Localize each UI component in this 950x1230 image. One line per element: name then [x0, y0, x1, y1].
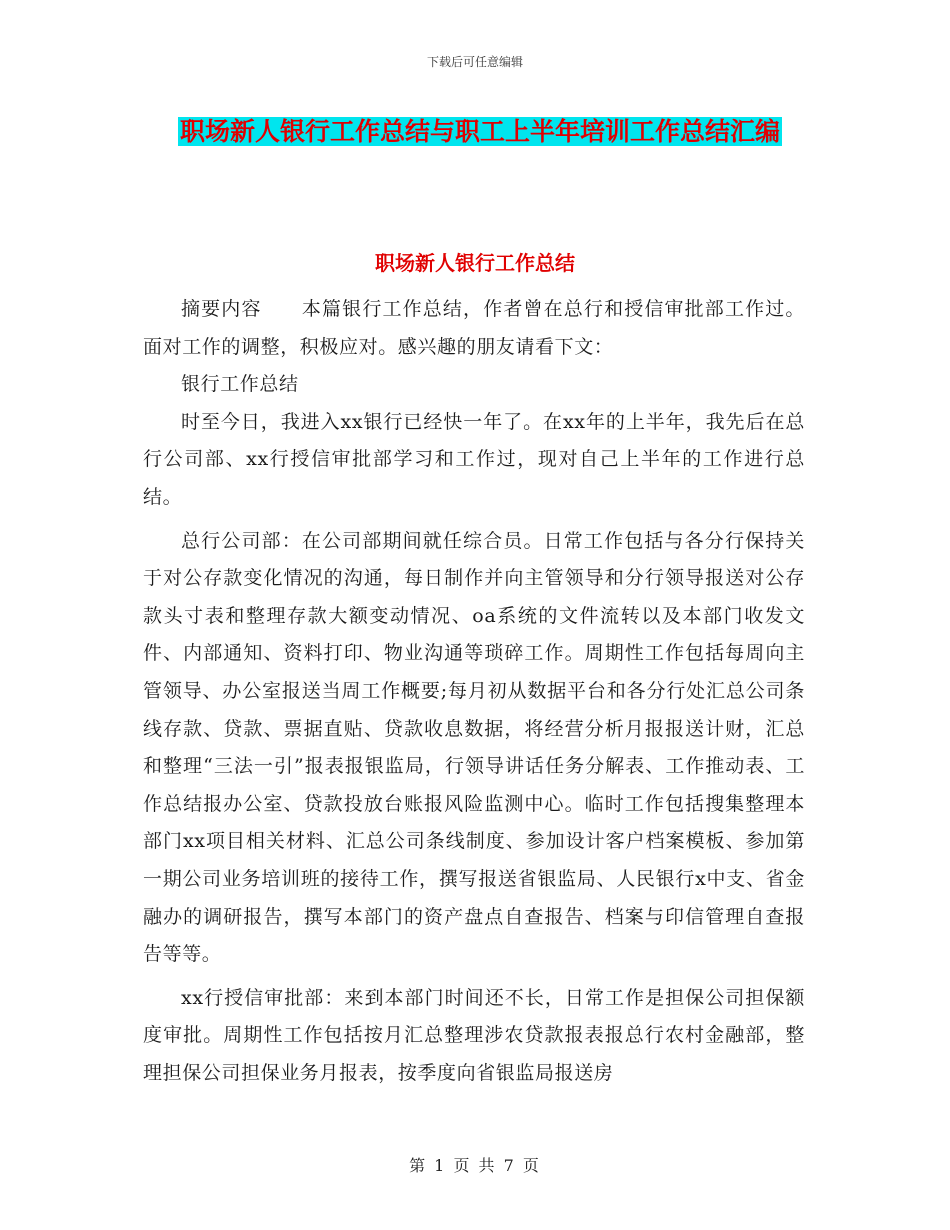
- paragraph-intro: 时至今日，我进入xx银行已经快一年了。在xx年的上半年，我先后在总行公司部、xx行授信审批部学习和工作过，现对自己上半年的工作进行总结。: [143, 410, 805, 508]
- page-header-note: 下载后可任意编辑: [426, 55, 523, 69]
- page-number: 第 1 页 共 7 页: [409, 1156, 541, 1175]
- paragraph-credit-approval: xx行授信审批部：来到本部门时间还不长，日常工作是担保公司担保额度审批。周期性工作包括按月汇总整理涉农贷款报表报总行农村金融部，整理担保公司担保业务月报表，按季度向省银监局报送房: [143, 986, 805, 1084]
- document-title: [150, 108, 810, 156]
- paragraph-abstract: 摘要内容 本篇银行工作总结，作者曾在总行和授信审批部工作过。面对工作的调整，积极应对。感兴趣的朋友请看下文：: [143, 298, 805, 358]
- section-title: 职场新人银行工作总结: [375, 251, 575, 275]
- paragraph-head-office: 总行公司部：在公司部期间就任综合员。日常工作包括与各分行保持关于对公存款变化情况的沟通，每日制作并向主管领导和分行领导报送对公存款头寸表和整理存款大额变动情况、oa系统的文件流转以及本部门收发文件、内部通知、资料打印、物业沟通等琐碎工作。周期性工作包括每周向主管领导、办公室报送当周工作概要;每月初从数据平台和各分行处汇总公司条线存款、贷款、票据直贴、贷款收息数据，将经营分析月报报送计财，汇总和整理“三法一引”报表报银监局，行领导讲话任务分解表、工作推动表、工作总结报办公室、贷款投放台账报风险监测中心。临时工作包括搜集整理本部门xx项目相关材料、汇总公司条线制度、参加设计客户档案模板、参加第一期公司业务培训班的接待工作，撰写报送省银监局、人民银行x中支、省金融办的调研报告，撰写本部门的资产盘点自查报告、档案与印信管理自查报告等等。: [143, 529, 805, 966]
- document-title-text: 职场新人银行工作总结与职工上半年培训工作总结汇编: [179, 117, 780, 146]
- document-body: [143, 291, 805, 1092]
- paragraph-subheading: 银行工作总结: [181, 373, 299, 396]
